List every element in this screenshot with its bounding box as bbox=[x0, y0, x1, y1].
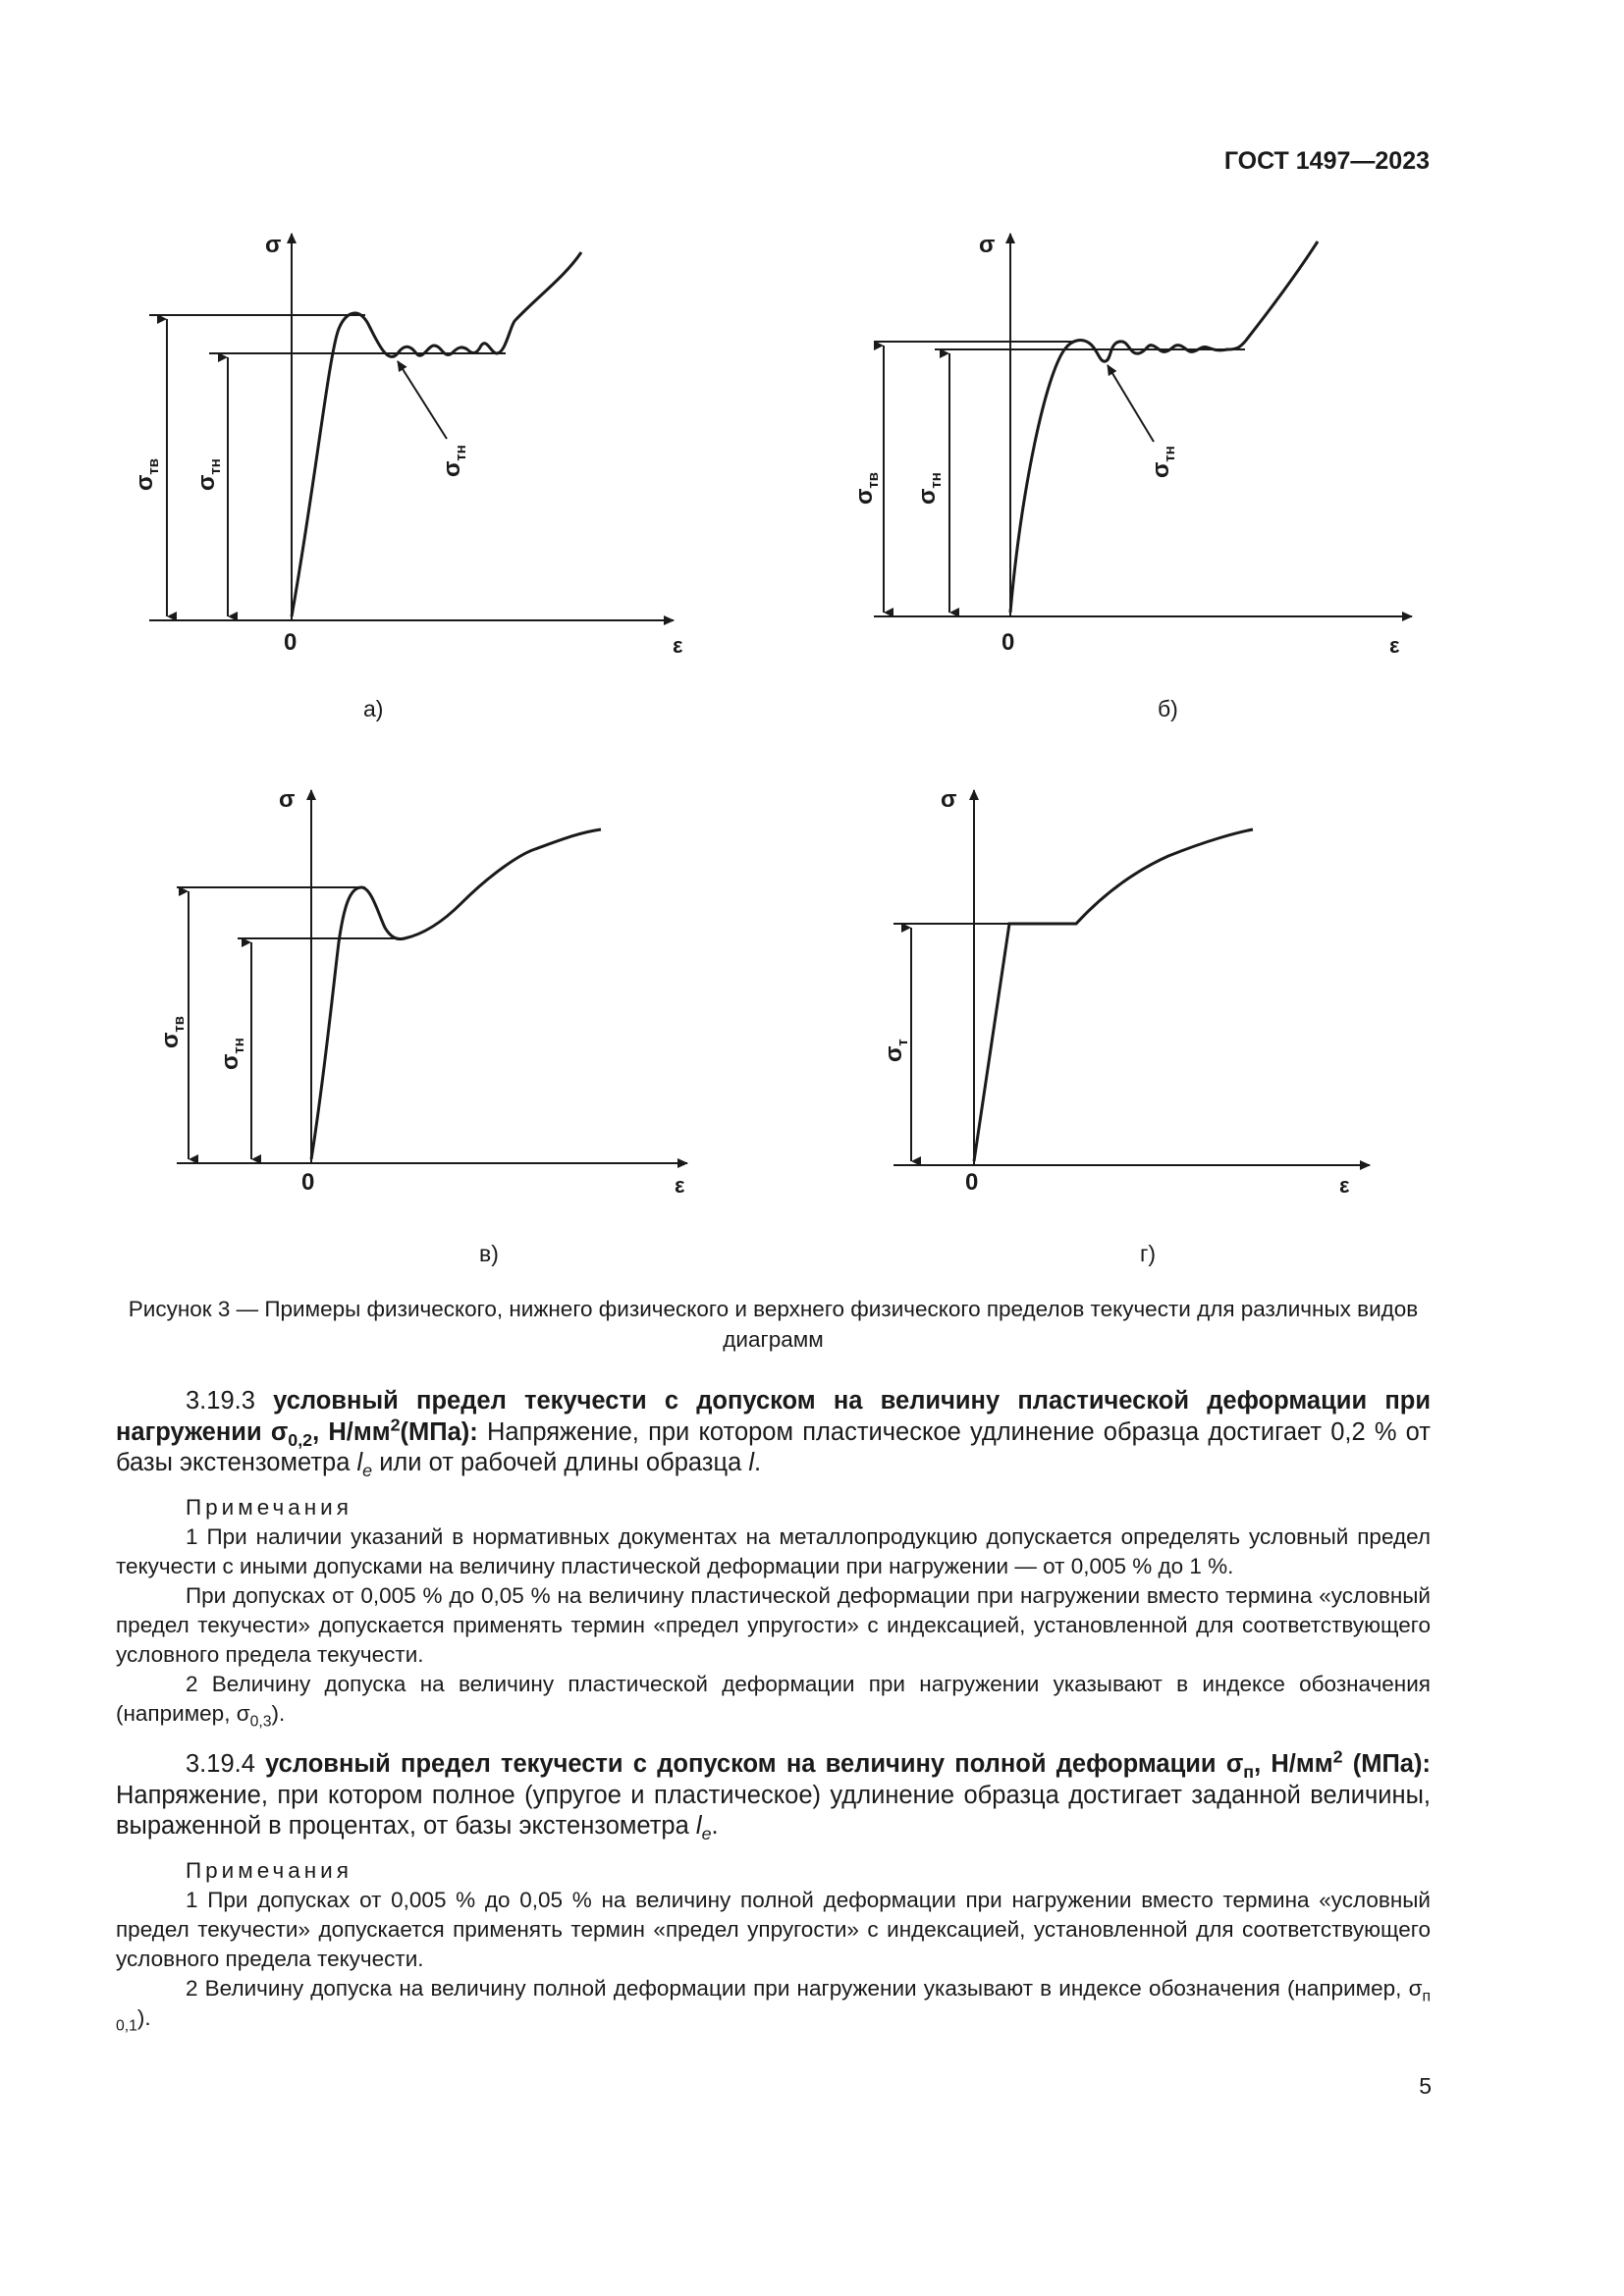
diagram-v-origin: 0 bbox=[301, 1169, 315, 1196]
diagram-b-origin: 0 bbox=[1001, 629, 1015, 656]
notes-title-3-19-3: Примечания bbox=[186, 1494, 352, 1520]
diagram-b-y-label: σ bbox=[979, 232, 996, 258]
diagram-v-sigma-upper: $\sigma_{тв}$ bbox=[157, 1016, 188, 1048]
diagram-v-y-label: σ bbox=[279, 786, 296, 813]
note-2-3-19-4: 2 Величину допуска на величину полной деформации при нагружении указывают в индексе обозначения (например, $\sigma_{п 0,1}$). bbox=[116, 1975, 1431, 2034]
diagram-v-curve bbox=[311, 829, 601, 1159]
definition-3-19-4: 3.19.4 условный предел текучести с допуском на величину полной деформации $\sigma_п$, $Н/мм^2$ (МПа): Напряжение, при котором полное (упругое и пластическое) удлинение образца достигает заданной величины, выраженной в процентах, от базы экстензометра $l_e$. bbox=[116, 1746, 1431, 1844]
diagram-g-curve bbox=[974, 829, 1253, 1161]
note-2-3-19-3: 2 Величину допуска на величину пластической деформации при нагружении указывают в индексе обозначения (например, $\sigma_{0,3}$). bbox=[116, 1671, 1431, 1730]
diagram-b-pointer bbox=[1108, 365, 1154, 442]
diagram-g-sublabel: г) bbox=[1140, 1241, 1157, 1266]
diagram-v-sublabel: в) bbox=[479, 1241, 499, 1266]
diagram-g-x-label: ε bbox=[1339, 1173, 1350, 1198]
diagram-v-sigma-lower: $\sigma_{тн}$ bbox=[217, 1038, 247, 1070]
page-number: 5 bbox=[1419, 2073, 1432, 2099]
definition-3-19-3: 3.19.3 условный предел текучести с допуском на величину пластической деформации при нагружении $\sigma_{0,2}$, $Н/мм^2(МПа)$: Напряжение, при котором пластическое удлинение образца достигает 0,2 % от базы экстензометра $l_e$ или от рабочей длины образца l. bbox=[116, 1387, 1431, 1481]
diagram-a-pointer-label: $\sigma_{тн}$ bbox=[439, 445, 469, 477]
diagram-b-sublabel: б) bbox=[1158, 696, 1178, 721]
diagram-a-origin: 0 bbox=[284, 629, 298, 656]
note-1-3-19-3: 1 При наличии указаний в нормативных документах на металлопродукцию допускается определять условный предел текучести с иными допусками на величину пластической деформации при нагружении — от 0,005 % до 1 %. bbox=[116, 1523, 1431, 1578]
diagram-a-sublabel: а) bbox=[363, 696, 384, 721]
diagram-b bbox=[874, 234, 1412, 616]
diagram-a bbox=[149, 234, 674, 620]
diagram-b-sigma-lower: $\sigma_{тн}$ bbox=[914, 472, 945, 505]
diagram-g bbox=[893, 790, 1370, 1165]
diagram-a-sigma-upper: $\sigma_{тв}$ bbox=[132, 458, 162, 491]
diagram-a-curve bbox=[292, 252, 581, 616]
diagram-a-x-label: ε bbox=[673, 633, 683, 658]
diagram-g-sigma: $\sigma_т$ bbox=[881, 1039, 911, 1062]
section-3-19-4 bbox=[116, 1746, 1431, 2034]
note-1b-3-19-3: При допусках от 0,005 % до 0,05 % на величину пластической деформации при нагружении вместо термина «условный предел текучести» допускается применять термин «предел упругости» с индексацией, установленной для соответствующего условного предела текучести. bbox=[116, 1582, 1431, 1667]
diagram-b-sigma-upper: $\sigma_{тв}$ bbox=[851, 472, 882, 505]
figure-caption: Рисунок 3 — Примеры физического, нижнего физического и верхнего физического пределов текучести для различных видов диаграмм bbox=[128, 1297, 1419, 1352]
diagram-b-pointer-label: $\sigma_{тн}$ bbox=[1148, 446, 1178, 478]
note-1-3-19-4: 1 При допусках от 0,005 % до 0,05 % на величину полной деформации при нагружении вместо термина «условный предел текучести» допускается применять термин «предел упругости» с индексацией, установленной для соответствующего условного предела текучести. bbox=[116, 1887, 1431, 1971]
diagram-v-x-label: ε bbox=[675, 1173, 685, 1198]
notes-title-3-19-4: Примечания bbox=[186, 1857, 352, 1883]
section-3-19-3 bbox=[116, 1386, 1431, 1729]
diagram-a-sigma-lower: $\sigma_{тн}$ bbox=[193, 458, 224, 491]
diagram-g-y-label: σ bbox=[941, 786, 957, 813]
diagram-a-y-label: σ bbox=[265, 232, 282, 258]
diagram-g-origin: 0 bbox=[965, 1169, 979, 1196]
diagram-b-curve bbox=[1010, 241, 1318, 613]
diagram-v bbox=[177, 790, 687, 1163]
diagram-a-pointer bbox=[398, 361, 447, 439]
document-header: ГОСТ 1497—2023 bbox=[1223, 147, 1430, 175]
diagram-b-x-label: ε bbox=[1389, 633, 1400, 658]
